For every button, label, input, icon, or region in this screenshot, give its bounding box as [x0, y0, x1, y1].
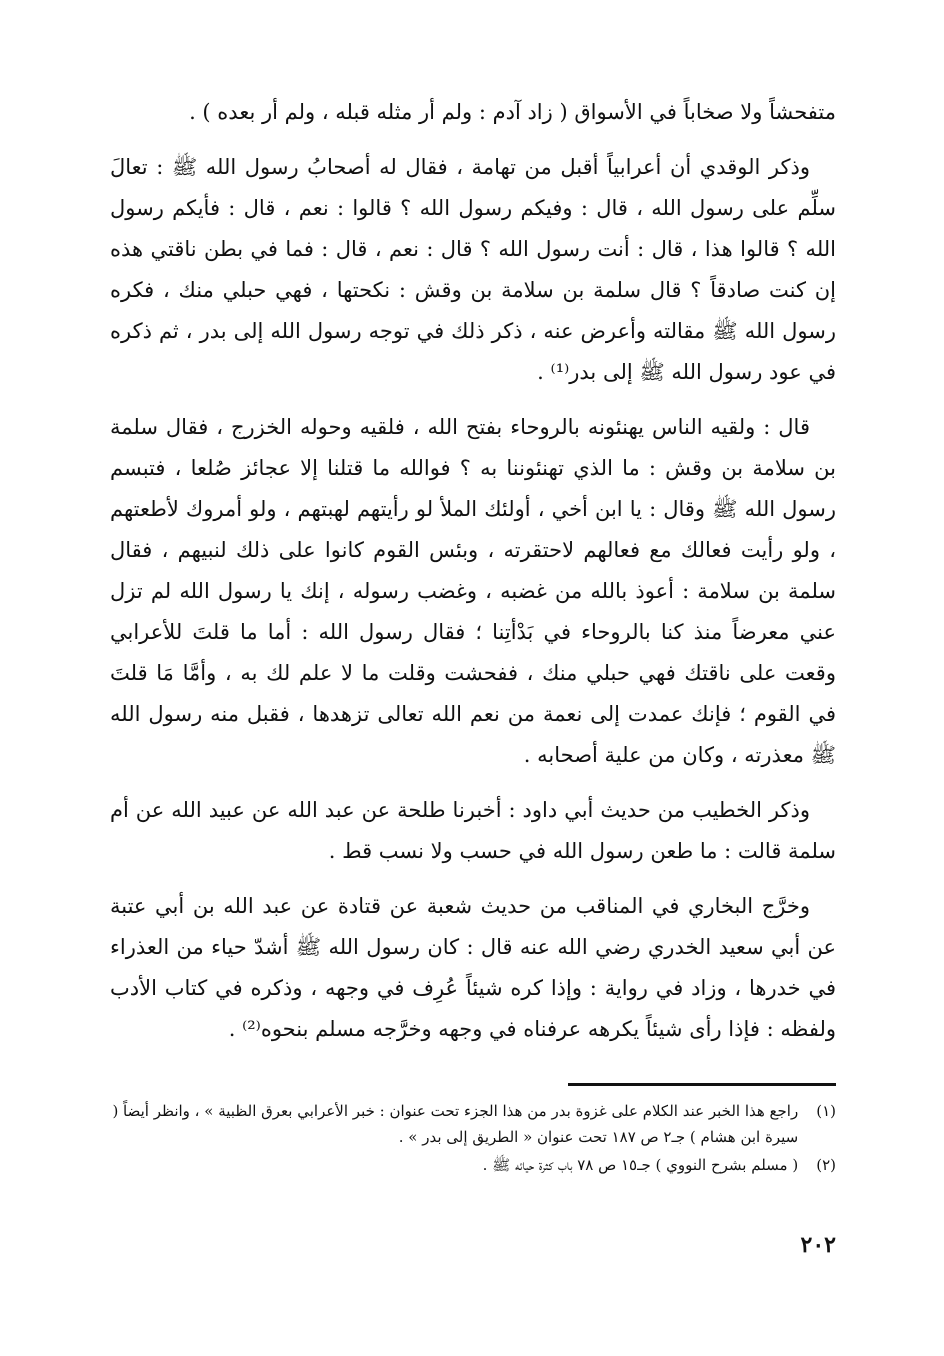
main-text [110, 92, 836, 1064]
footnote-number: (١) [816, 1102, 836, 1120]
paragraph-3: قال : ولقيه الناس يهنئونه بالروحاء بفتح الله ، فلقيه وحوله الخزرج ، فقال سلمة بن سلامة بن وقش : ما الذي تهنئوننا به ؟ فوالله ما قتلنا إلا عجائز صُلعا ، فتبسم رسول الله ﷺ وقال : يا ابن أخي ، أولئك الملأ لو رأيتهم لهبتهم ، ولو أمروك لأطعتهم ، ولو رأيت فعالك مع فعالهم لاحتقرته ، وبئس القوم كانوا على ذلك لنبيهم ، فقال سلمة بن سلامة : أعوذ بالله من غضبه ، وغضب رسوله ، إنك يا رسول الله لم تزل عني معرضاً منذ كنا بالروحاء في بَدْأتِنا ؛ فقال رسول الله : أما ما قلتَ للأعرابي وقعت على ناقتك فهي حبلي منك ، ففحشت وقلت ما لا علم لك به ، وأمَّا مَا قلتَ في القوم ؛ فإنك عمدت إلى نعمة من نعم الله تعالى تزهدها ، فقبل منه رسول الله ﷺ معذرته ، وكان من علية أصحابه . [110, 415, 836, 767]
footnote-divider [568, 1083, 836, 1086]
footnote-number: (٢) [816, 1156, 836, 1174]
footnote-text: ( مسلم بشرح النووي ) جـ١٥ ص ٧٨ باب كثرة حيائه ﷺ . [482, 1156, 799, 1174]
footnote-1 [110, 1098, 836, 1150]
footnote-2 [110, 1152, 836, 1178]
footnotes [110, 1098, 836, 1180]
paragraph-2: وذكر الوقدي أن أعرابياً أقبل من تهامة ، فقال له أصحابُ رسول الله ﷺ : تعالَ سلِّم على رسول الله ، قال : وفيكم رسول الله ؟ قالوا : نعم ، قال : فأيكم رسول الله ؟ قالوا هذا ، قال : أنت رسول الله ؟ قال : نعم ، قال : فما في بطن ناقتي هذه إن كنت صادقاً ؟ قال سلمة بن سلامة بن وقش : نكحتها ، فهي حبلي منك ، فكره رسول الله ﷺ مقالته وأعرض عنه ، ذكر ذلك في توجه رسول الله إلى بدر ، ثم ذكره في عود رسول الله ﷺ إلى بدر⁽¹⁾ . [110, 155, 836, 384]
paragraph-4: وذكر الخطيب من حديث أبي داود : أخبرنا طلحة عن عبد الله عن عبيد الله عن أم سلمة قالت : ما طعن رسول الله في حسب ولا نسب قط . [110, 798, 836, 863]
paragraph-1: متفحشاً ولا صخاباً في الأسواق ( زاد آدم : ولم أر مثله قبله ، ولم أر بعده ) . [189, 100, 836, 124]
footnote-text: راجع هذا الخبر عند الكلام على غزوة بدر من هذا الجزء تحت عنوان : خبر الأعرابي بعرق الظبية » ، وانظر أيضاً ( سيرة ابن هشام ) جـ٢ ص ١٨٧ تحت عنوان « الطريق إلى بدر » . [112, 1102, 799, 1146]
paragraph-5: وخرَّج البخاري في المناقب من حديث شعبة عن قتادة عن عبد الله بن أبي عتبة عن أبي سعيد الخدري رضي الله عنه قال : كان رسول الله ﷺ أشدّ حياء من العذراء في خدرها ، وزاد في رواية : وإذا كره شيئاً عُرِف في وجهه ، وذكره في كتاب الأدب ولفظه : فإذا رأى شيئاً يكرهه عرفناه في وجهه وخرَّجه مسلم بنحوه⁽²⁾ . [110, 894, 836, 1041]
page-number: ٢٠٢ [800, 1232, 836, 1258]
